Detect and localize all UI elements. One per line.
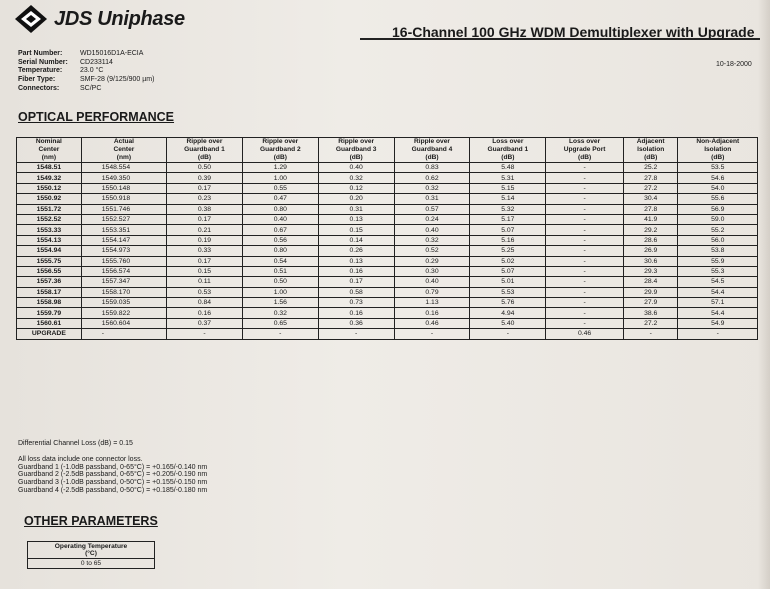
table-cell: 55.3	[678, 266, 758, 276]
header-line: Ripple over	[262, 138, 299, 145]
table-cell: 0.40	[242, 214, 318, 224]
table-cell: 54.9	[678, 318, 758, 328]
table-cell: 0.24	[394, 214, 470, 224]
header-line: Ripple over	[186, 138, 223, 145]
table-row	[17, 308, 758, 318]
header-line: Loss over	[492, 138, 524, 145]
table-cell: 0.16	[394, 308, 470, 318]
header-line: (nm)	[41, 154, 57, 161]
table-cell: 0.17	[167, 183, 243, 193]
table-row	[17, 225, 758, 235]
table-cell: -	[546, 225, 624, 235]
jdsu-logo-icon	[14, 4, 48, 34]
header-line: Guardband 4	[411, 146, 453, 153]
table-cell: 0.58	[318, 287, 394, 297]
table-cell: 0.40	[394, 277, 470, 287]
table-cell: 5.15	[470, 183, 546, 193]
table-cell: 0.23	[167, 194, 243, 204]
table-cell: 4.94	[470, 308, 546, 318]
table-cell: 54.4	[678, 308, 758, 318]
spec-row	[18, 85, 154, 94]
table-cell: 0.21	[167, 225, 243, 235]
spec-label: Connectors:	[18, 84, 60, 92]
table-cell: 1.00	[242, 173, 318, 183]
header-line: Non-Adjacent	[696, 138, 740, 145]
table-cell: 0.38	[167, 204, 243, 214]
table-row	[17, 329, 758, 339]
table-cell: 28.6	[623, 235, 678, 245]
table-cell: 5.32	[470, 204, 546, 214]
table-cell: 56.9	[678, 204, 758, 214]
connector-loss-note: All loss data include one connector loss.	[18, 455, 143, 463]
table-cell: 0.47	[242, 194, 318, 204]
table-cell: -	[546, 266, 624, 276]
column-header	[394, 138, 470, 163]
table-cell: -	[546, 163, 624, 173]
table-cell: 0.46	[546, 329, 624, 339]
nominal-center-cell: 1560.61	[17, 318, 82, 328]
table-cell: -	[546, 246, 624, 256]
header-line: Actual	[113, 138, 134, 145]
spec-label: Fiber Type:	[18, 76, 56, 84]
table-cell: 0.57	[394, 204, 470, 214]
table-cell: 5.07	[470, 266, 546, 276]
table-cell: 1.29	[242, 163, 318, 173]
table-cell: 0.20	[318, 194, 394, 204]
guardband-note: Guardband 1 (-1.0dB passband, 0-65°C) = +0.165/-0.140 nm	[18, 463, 208, 471]
table-cell: 5.01	[470, 277, 546, 287]
table-cell: 1559.035	[81, 298, 166, 308]
table-cell: 0.32	[394, 183, 470, 193]
table-cell: 1556.574	[81, 266, 166, 276]
table-cell: 0.15	[167, 266, 243, 276]
table-cell: -	[546, 183, 624, 193]
column-header	[318, 138, 394, 163]
nominal-center-cell: 1557.36	[17, 277, 82, 287]
header-line: (nm)	[116, 154, 132, 161]
table-cell: -	[678, 329, 758, 339]
differential-loss-note: Differential Channel Loss (dB) = 0.15	[18, 440, 133, 447]
table-cell: 55.2	[678, 225, 758, 235]
header-line: (dB)	[197, 154, 212, 161]
nominal-center-cell: 1549.32	[17, 173, 82, 183]
table-cell: 55.6	[678, 194, 758, 204]
nominal-center-cell: 1550.12	[17, 183, 82, 193]
table-cell: 0.32	[242, 308, 318, 318]
table-cell: 0.39	[167, 173, 243, 183]
table-cell: 1552.527	[81, 214, 166, 224]
table-cell: -	[546, 318, 624, 328]
column-header	[81, 138, 166, 163]
guardband-note: Guardband 4 (-2.5dB passband, 0-50°C) = +0.185/-0.180 nm	[18, 486, 208, 494]
table-cell: 27.2	[623, 183, 678, 193]
table-cell: 0.15	[318, 225, 394, 235]
table-cell: 1550.148	[81, 183, 166, 193]
header-line: Isolation	[637, 146, 665, 153]
table-cell: 0.65	[242, 318, 318, 328]
table-cell: 0.46	[394, 318, 470, 328]
table-cell: 0.73	[318, 298, 394, 308]
table-cell: 1.13	[394, 298, 470, 308]
nominal-center-cell: UPGRADE	[17, 329, 82, 339]
table-cell: 5.14	[470, 194, 546, 204]
table-cell: 5.76	[470, 298, 546, 308]
nominal-center-cell: 1558.98	[17, 298, 82, 308]
table-cell: 5.17	[470, 214, 546, 224]
header-line: (dB)	[644, 154, 658, 161]
table-cell: 0.62	[394, 173, 470, 183]
table-cell: 1.00	[242, 287, 318, 297]
table-cell: 5.02	[470, 256, 546, 266]
table-cell: 0.51	[242, 266, 318, 276]
table-cell: 54.6	[678, 173, 758, 183]
label-unit: (°C)	[85, 550, 97, 557]
table-cell: 54.4	[678, 287, 758, 297]
table-cell: 1558.170	[81, 287, 166, 297]
table-cell: 5.48	[470, 163, 546, 173]
table-cell: -	[394, 329, 470, 339]
header-line: Guardband 3	[335, 146, 377, 153]
table-cell: 1548.554	[81, 163, 166, 173]
table-cell: -	[546, 214, 624, 224]
table-cell: 57.1	[678, 298, 758, 308]
table-cell: -	[546, 298, 624, 308]
table-cell: 27.8	[623, 173, 678, 183]
table-cell: 0.52	[394, 246, 470, 256]
spec-value: SMF-28 (9/125/900 µm)	[80, 76, 155, 84]
table-cell: 1549.350	[81, 173, 166, 183]
nominal-center-cell: 1554.13	[17, 235, 82, 245]
nominal-center-cell: 1555.75	[17, 256, 82, 266]
column-header	[242, 138, 318, 163]
notes-spacer	[18, 448, 207, 456]
table-cell: 1555.760	[81, 256, 166, 266]
table-cell: 0.17	[167, 214, 243, 224]
table-cell: 27.9	[623, 298, 678, 308]
table-cell: 28.4	[623, 277, 678, 287]
table-cell: -	[546, 173, 624, 183]
nominal-center-cell: 1558.17	[17, 287, 82, 297]
table-cell: -	[242, 329, 318, 339]
spec-value: SC/PC	[80, 84, 102, 92]
header-line: (dB)	[501, 154, 515, 161]
table-cell: -	[546, 308, 624, 318]
table-cell: 29.2	[623, 225, 678, 235]
spec-value: WD15016D1A-ECIA	[80, 50, 144, 57]
other-parameters-heading: OTHER PARAMETERS	[24, 514, 158, 528]
table-cell: 5.07	[470, 225, 546, 235]
table-row	[17, 173, 758, 183]
table-cell: 0.67	[242, 225, 318, 235]
table-cell: 27.8	[623, 204, 678, 214]
optical-performance-table	[16, 137, 758, 340]
table-cell: 0.83	[394, 163, 470, 173]
table-row	[17, 235, 758, 245]
table-cell: 0.37	[167, 318, 243, 328]
header-line: Loss over	[569, 138, 601, 145]
table-cell: -	[546, 204, 624, 214]
table-cell: 55.9	[678, 256, 758, 266]
table-cell: 1553.351	[81, 225, 166, 235]
table-row	[28, 542, 155, 559]
table-cell: 1.56	[242, 298, 318, 308]
spec-row	[18, 67, 154, 76]
table-cell: 1557.347	[81, 277, 166, 287]
header-line: (dB)	[273, 154, 287, 161]
nominal-center-cell: 1554.94	[17, 246, 82, 256]
table-cell: 29.9	[623, 287, 678, 297]
table-cell: -	[546, 194, 624, 204]
column-header	[470, 138, 546, 163]
nominal-center-cell: 1553.33	[17, 225, 82, 235]
header-line: (dB)	[711, 154, 725, 161]
column-header	[678, 138, 758, 163]
table-cell: 1554.973	[81, 246, 166, 256]
table-cell: 0.56	[242, 235, 318, 245]
nominal-center-cell: 1559.79	[17, 308, 82, 318]
column-header	[167, 138, 243, 163]
table-cell: 53.8	[678, 246, 758, 256]
table-row	[17, 183, 758, 193]
document-date: 10-18-2000	[716, 61, 752, 68]
header-line: Nominal	[35, 138, 62, 145]
page-edge-shadow	[758, 0, 770, 589]
table-cell: 0.13	[318, 256, 394, 266]
header-line: Guardband 1	[487, 146, 529, 153]
header-line: (dB)	[349, 154, 363, 161]
spec-row	[18, 76, 154, 85]
spec-row	[18, 50, 154, 59]
table-row	[17, 318, 758, 328]
table-cell: 54.0	[678, 183, 758, 193]
table-cell: 27.2	[623, 318, 678, 328]
table-cell: 26.9	[623, 246, 678, 256]
table-row	[17, 287, 758, 297]
table-cell: 56.0	[678, 235, 758, 245]
guardband-note: Guardband 3 (-1.0dB passband, 0-50°C) = +0.155/-0.150 nm	[18, 479, 208, 487]
header-line: Isolation	[704, 146, 732, 153]
table-cell: -	[318, 329, 394, 339]
operating-temperature-label	[28, 542, 155, 559]
header-line: (dB)	[578, 154, 592, 161]
table-cell: 0.16	[167, 308, 243, 318]
table-cell: 5.31	[470, 173, 546, 183]
table-cell: 0.32	[318, 173, 394, 183]
header-line: Upgrade Port	[563, 146, 606, 153]
table-cell: 0.14	[318, 235, 394, 245]
table-cell: 29.3	[623, 266, 678, 276]
table-cell: 0.40	[394, 225, 470, 235]
table-cell: 0.26	[318, 246, 394, 256]
table-cell: 0.13	[318, 214, 394, 224]
table-row	[17, 194, 758, 204]
nominal-center-cell: 1548.51	[17, 163, 82, 173]
table-row	[17, 277, 758, 287]
table-cell: 0.55	[242, 183, 318, 193]
table-cell: 38.6	[623, 308, 678, 318]
table-cell: 5.25	[470, 246, 546, 256]
company-logo	[14, 4, 185, 34]
table-cell: 0.31	[394, 194, 470, 204]
notes	[18, 440, 207, 495]
table-cell: 0.54	[242, 256, 318, 266]
brand-name: JDS Uniphase	[54, 7, 185, 30]
table-cell: 5.53	[470, 287, 546, 297]
table-cell: 0.19	[167, 235, 243, 245]
table-cell: 0.12	[318, 183, 394, 193]
header-line: Center	[38, 146, 60, 153]
label-line: Operating Temperature	[54, 543, 128, 550]
column-header	[17, 138, 82, 163]
table-cell: 41.9	[623, 214, 678, 224]
table-cell: -	[546, 235, 624, 245]
table-header-row	[17, 138, 758, 163]
table-cell: -	[623, 329, 678, 339]
table-cell: 0.32	[394, 235, 470, 245]
other-parameters-table	[27, 541, 155, 569]
table-cell: -	[546, 287, 624, 297]
table-cell: 0.50	[242, 277, 318, 287]
document-title: 16-Channel 100 GHz WDM Demultiplexer with Upgrade	[392, 24, 755, 40]
spec-value: CD233114	[80, 58, 113, 66]
table-cell: 0.17	[318, 277, 394, 287]
table-cell: 1550.918	[81, 194, 166, 204]
spec-label: Serial Number:	[18, 58, 68, 66]
table-cell: -	[81, 329, 166, 339]
table-cell: 1559.822	[81, 308, 166, 318]
nominal-center-cell: 1552.52	[17, 214, 82, 224]
table-cell: 1560.604	[81, 318, 166, 328]
table-cell: -	[546, 277, 624, 287]
table-cell: 0.30	[394, 266, 470, 276]
spec-value: 23.0 °C	[80, 67, 104, 75]
nominal-center-cell: 1556.55	[17, 266, 82, 276]
table-cell: 0.50	[167, 163, 243, 173]
header-line: Guardband 2	[259, 146, 301, 153]
table-cell: 0.29	[394, 256, 470, 266]
spec-list	[18, 50, 154, 94]
table-cell: 0.40	[318, 163, 394, 173]
table-cell: 53.5	[678, 163, 758, 173]
table-row	[17, 246, 758, 256]
table-cell: -	[546, 256, 624, 266]
header-line: Adjacent	[636, 138, 665, 145]
nominal-center-cell: 1551.72	[17, 204, 82, 214]
header-line: Ripple over	[414, 138, 450, 145]
table-row	[17, 214, 758, 224]
table-row	[17, 256, 758, 266]
table-cell: -	[470, 329, 546, 339]
table-cell: 59.0	[678, 214, 758, 224]
title-rule	[360, 38, 760, 40]
operating-temperature-value: 0 to 65	[28, 559, 155, 569]
table-cell: 30.4	[623, 194, 678, 204]
table-cell: 1551.746	[81, 204, 166, 214]
table-cell: 25.2	[623, 163, 678, 173]
table-cell: 5.40	[470, 318, 546, 328]
column-header	[623, 138, 678, 163]
table-cell: 0.80	[242, 246, 318, 256]
table-cell: 0.11	[167, 277, 243, 287]
header-line: Ripple over	[338, 138, 375, 145]
table-cell: 0.36	[318, 318, 394, 328]
table-cell: 0.33	[167, 246, 243, 256]
table-row	[17, 204, 758, 214]
header-line: Center	[113, 146, 135, 153]
table-cell: 0.53	[167, 287, 243, 297]
spec-label: Part Number:	[18, 50, 63, 57]
table-cell: 5.16	[470, 235, 546, 245]
table-cell: 0.31	[318, 204, 394, 214]
header-line: (dB)	[425, 154, 439, 161]
table-cell: 1554.147	[81, 235, 166, 245]
column-header	[546, 138, 624, 163]
table-cell: 0.80	[242, 204, 318, 214]
optical-performance-heading: OPTICAL PERFORMANCE	[18, 110, 175, 124]
table-cell: 0.16	[318, 266, 394, 276]
table-cell: 30.6	[623, 256, 678, 266]
table-cell: -	[167, 329, 243, 339]
table-row	[17, 266, 758, 276]
table-cell: 0.79	[394, 287, 470, 297]
table-cell: 0.17	[167, 256, 243, 266]
table-cell: 0.84	[167, 298, 243, 308]
table-cell: 54.5	[678, 277, 758, 287]
header-line: Guardband 1	[184, 146, 225, 153]
nominal-center-cell: 1550.92	[17, 194, 82, 204]
table-row	[28, 559, 155, 569]
guardband-note: Guardband 2 (-2.5dB passband, 0-65°C) = +0.205/-0.190 nm	[18, 471, 208, 479]
table-row	[17, 163, 758, 173]
table-row	[17, 298, 758, 308]
table-cell: 0.16	[318, 308, 394, 318]
spec-label: Temperature:	[18, 67, 63, 75]
